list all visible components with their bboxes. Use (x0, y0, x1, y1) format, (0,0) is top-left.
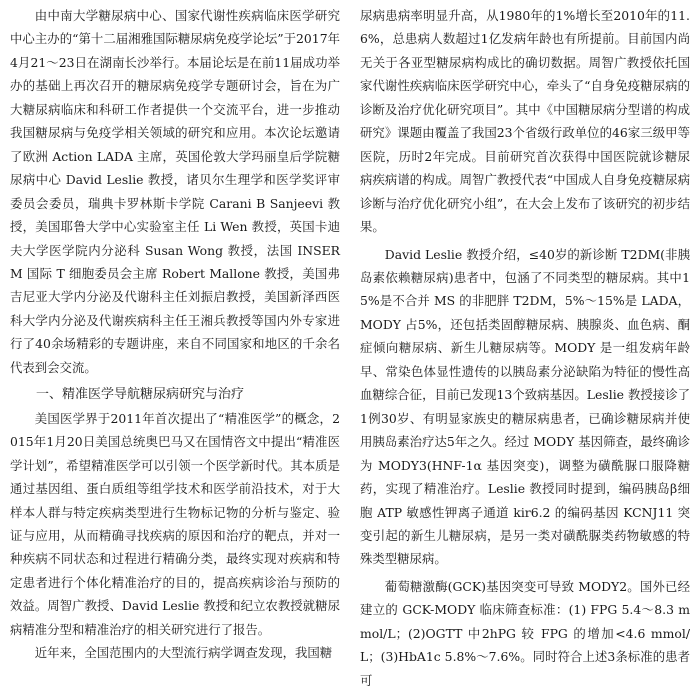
precision-medicine-paragraph: 美国医学界于2011年首次提出了“精准医学”的概念，2015年1月20日美国总统奥巴马又在国情咨文中提出“精准医学计划”，希望精准医学可以引领一个医学新时代。其本质是通过基因组、蛋白质组等组学技术和医学前沿技术，对于大样本人群与特定疾病类型进行生物标记物的分析与鉴定、验证与应用，从而精确寻找疾病的原因和治疗的靶点，并对一种疾病不同状态和过程进行精确分类，最终实现对疾病和特定患者进行个体化精准治疗的目的，提高疾病诊治与预防的效益。周智广教授、David Leslie 教授和纪立农教授就糖尿病精准分型和精准治疗的相关研究进行了报告。 (10, 410, 340, 637)
left-column (10, 4, 340, 661)
gck-mody-paragraph: 葡萄糖激酶(GCK)基因突变可导致 MODY2。国外已经建立的 GCK-MODY 临床筛查标准：(1) FPG 5.4～8.3 mmol/L；(2)OGTT 中2hPG 较 FPG 的增加<4.6 mmol/L；(3)HbA1c 5.8%～7.6%。同时符合上述3条标准的患者可 (360, 578, 690, 688)
intro-paragraph: 由中南大学糖尿病中心、国家代谢性疾病临床医学研究中心主办的“第十二届湘雅国际糖尿病免疫学论坛”于2017年4月21～23日在湖南长沙举行。本届论坛是在前11届成功举办的基础上再次召开的糖尿病免疫学专题研讨会，旨在为广大糖尿病临床和科研工作者提供一个交流平台，进一步推动我国糖尿病与免疫学相关领域的研究和应用。本次论坛邀请了欧洲 Action LADA 主席，英国伦敦大学玛丽皇后学院糖尿病中心 David Leslie 教授，诸贝尔生理学和医学奖评审委员会委员，瑞典卡罗林斯卡学院 Carani B Sanjeevi 教授，美国耶鲁大学中心实验室主任 Li Wen 教授，英国卡迪夫大学医学院内分泌科 Susan Wong 教授，法国 INSERM 国际 T 细胞委员会主席 Robert Mallone 教授，美国弗吉尼亚大学内分泌及代谢科主任刘振启教授，美国新泽西医科大学内分泌及代谢疾病科主任王湘兵教授等国内外专家进行了40余场精彩的专题讲座，来自不同国家和地区的千余名代表到会交流。 (10, 8, 340, 375)
epidemiology-paragraph-cont: 尿病患病率明显升高，从1980年的1%增长至2010年的11.6%，总患病人数超过1亿发病年龄也有所提前。目前国内尚无关于各亚型糖尿病构成比的确切数据。周智广教授依托国家代谢性疾病临床医学研究中心，牵头了“自身免疫糖尿病的诊断及治疗优化研究项目”。其中《中国糖尿病分型谱的构成研究》课题由覆盖了我国23个省级行政单位的46家三级甲等医院，历时2年完成。目前研究首次获得中国医院就诊糖尿病疾病谱的构成。周智广教授代表“中国成人自身免疫糖尿病诊断与治疗优化研究小组”，在大会上发布了该研究的初步结果。 (360, 8, 690, 235)
epidemiology-paragraph-start: 近年来，全国范围内的大型流行病学调查发现，我国糖 (34, 645, 333, 661)
section-heading-precision-medicine: 一、精准医学导航糖尿病研究与治疗 (36, 387, 245, 403)
right-column (360, 4, 690, 688)
leslie-paragraph: David Leslie 教授介绍，≤40岁的新诊断 T2DM(非胰岛素依赖糖尿病)患者中，包涵了不同类型的糖尿病。其中15%是不合并 MS 的非肥胖 T2DM，5%～15%是 LADA，MODY 占5%，还包括类固醇糖尿病、胰腺炎、血色病、酮症倾向糖尿病、新生儿糖尿病等。MODY 是一组发病年龄早、常染色体显性遗传的以胰岛素分泌缺陷为特征的慢性高血糖综合征，目前已发现13个致病基因。Leslie 教授接诊了1例30岁、有明显家族史的糖尿病患者，已确诊糖尿病并使用胰岛素治疗达5年之久。经过 MODY 基因筛查，最终确诊为 MODY3(HNF-1α 基因突变)，调整为磺酰脲口服降糖药，实现了精准治疗。Leslie 教授同时提到，编码胰岛β细胞 ATP 敏感性钾离子通道 kir6.2 的编码基因 KCNJ11 突变引起的新生儿糖尿病，是另一类对磺酰脲类药物敏感的特殊类型糖尿病。 (360, 246, 690, 567)
